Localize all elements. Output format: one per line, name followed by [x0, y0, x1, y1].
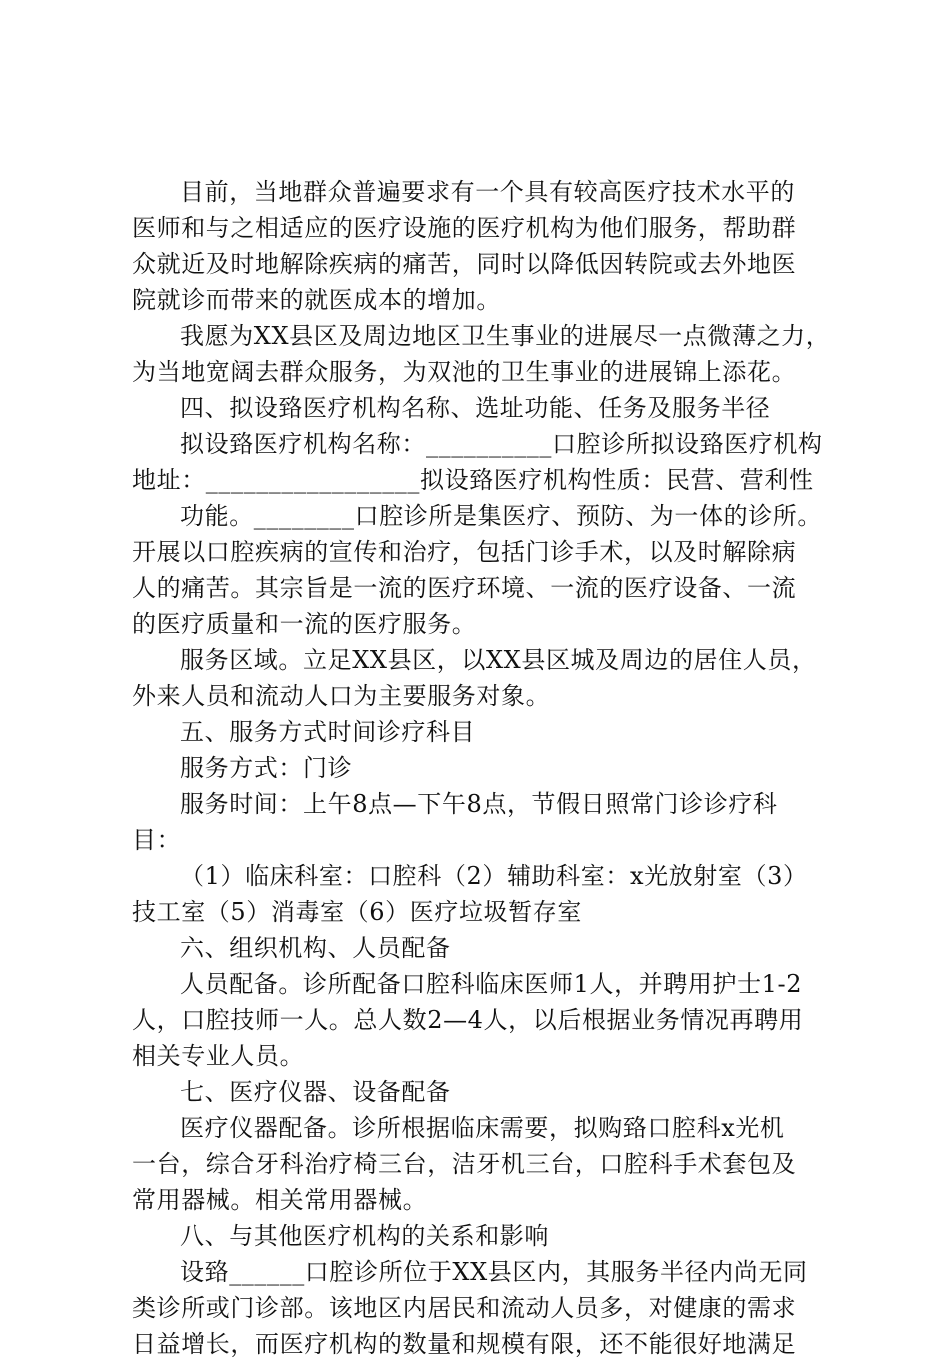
section-heading: 八、与其他医疗机构的关系和影响 — [180, 1222, 549, 1250]
paragraph-line: 的医疗质量和一流的医疗服务。 — [132, 610, 477, 638]
paragraph-line: 人，口腔技师一人。总人数2—4人，以后根据业务情况再聘用 — [132, 1006, 804, 1034]
paragraph-line: 日益增长，而医疗机构的数量和规模有限，还不能很好地满足 — [132, 1330, 797, 1358]
paragraph-line: 设臵______口腔诊所位于XX县区内，其服务半径内尚无同 — [180, 1258, 808, 1286]
paragraph-line: 一台，综合牙科治疗椅三台，洁牙机三台，口腔科手术套包及 — [132, 1150, 797, 1178]
paragraph-line: 人的痛苦。其宗旨是一流的医疗环境、一流的医疗设备、一流 — [132, 574, 797, 602]
paragraph-line: 目： — [132, 826, 182, 854]
paragraph-line: 医疗仪器配备。诊所根据临床需要，拟购臵口腔科x光机 — [180, 1114, 785, 1142]
paragraph-line: 地址：_________________拟设臵医疗机构性质：民营、营利性 — [132, 466, 814, 494]
paragraph-line: 我愿为XX县区及周边地区卫生事业的进展尽一点微薄之力， — [180, 322, 831, 350]
paragraph-line: 类诊所或门诊部。该地区内居民和流动人员多，对健康的需求 — [132, 1294, 797, 1322]
paragraph-line: 拟设臵医疗机构名称：__________口腔诊所拟设臵医疗机构 — [180, 430, 823, 458]
section-heading: 五、服务方式时间诊疗科目 — [180, 718, 476, 746]
paragraph-line: 为当地宽阔去群众服务，为双池的卫生事业的进展锦上添花。 — [132, 358, 797, 386]
paragraph-line: 医师和与之相适应的医疗设施的医疗机构为他们服务，帮助群 — [132, 214, 797, 242]
paragraph-line: 相关专业人员。 — [132, 1042, 305, 1070]
section-heading: 七、医疗仪器、设备配备 — [180, 1078, 451, 1106]
paragraph-line: 外来人员和流动人口为主要服务对象。 — [132, 682, 551, 710]
paragraph-line: 众就近及时地解除疾病的痛苦，同时以降低因转院或去外地医 — [132, 250, 797, 278]
paragraph-line: 人员配备。诊所配备口腔科临床医师1人，并聘用护士1-2 — [180, 970, 803, 998]
paragraph-line: 常用器械。相关常用器械。 — [132, 1186, 428, 1214]
paragraph-line: 开展以口腔疾病的宣传和治疗，包括门诊手术，以及时解除病 — [132, 538, 797, 566]
paragraph-line: （1）临床科室：口腔科（2）辅助科室：x光放射室（3） — [180, 862, 808, 890]
paragraph-line: 服务时间：上午8点—下午8点，节假日照常门诊诊疗科 — [180, 790, 778, 818]
paragraph-line: 院就诊而带来的就医成本的增加。 — [132, 286, 501, 314]
paragraph-line: 功能。________口腔诊所是集医疗、预防、为一体的诊所。 — [180, 502, 822, 530]
paragraph-line: 目前，当地群众普遍要求有一个具有较高医疗技术水平的 — [180, 178, 795, 206]
section-heading: 六、组织机构、人员配备 — [180, 934, 451, 962]
section-heading: 四、拟设臵医疗机构名称、选址功能、任务及服务半径 — [180, 394, 771, 422]
paragraph-line: 服务区域。立足XX县区，以XX县区城及周边的居住人员， — [180, 646, 817, 674]
paragraph-line: 服务方式：门诊 — [180, 754, 353, 782]
paragraph-line: 技工室（5）消毒室（6）医疗垃圾暂存室 — [132, 898, 582, 926]
